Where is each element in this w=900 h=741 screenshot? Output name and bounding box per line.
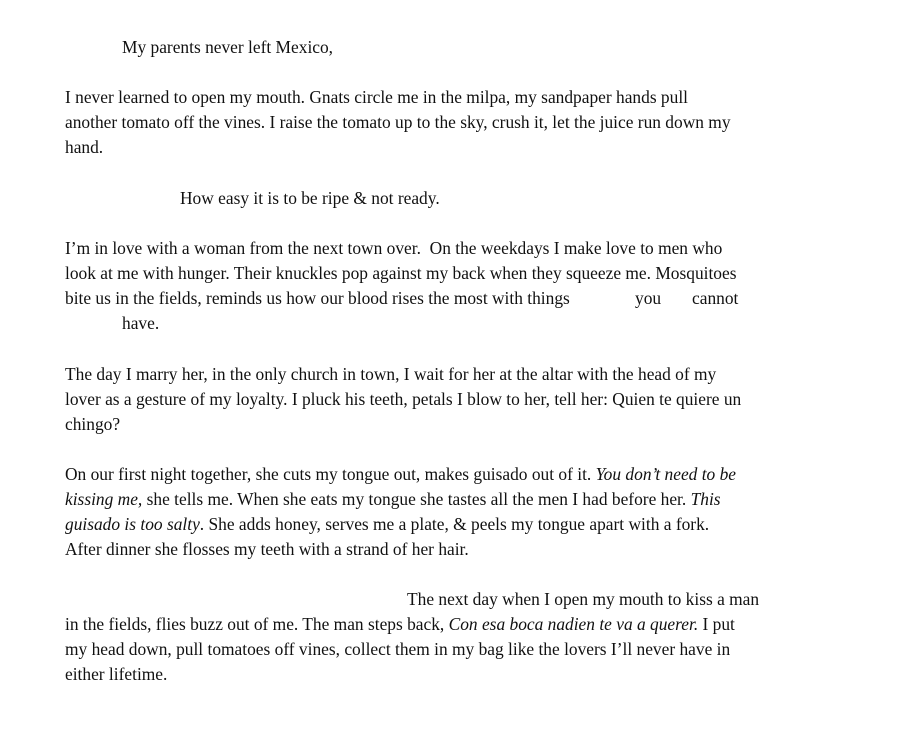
stanza1-line3: hand. [65, 137, 104, 157]
stanza5-line2-plain2: I put [698, 614, 735, 634]
stanza2-word-you: you [635, 288, 662, 308]
stanza3-line3: chingo? [65, 414, 121, 434]
stanza2-line1: I’m in love with a woman from the next town over. On the weekdays I make love to men who [65, 238, 723, 258]
opening-line: My parents never left Mexico, [122, 37, 334, 57]
refrain-line: How easy it is to be ripe & not ready. [180, 188, 440, 208]
stanza5-line2-italic: Con esa boca nadien te va a querer. [448, 614, 699, 634]
stanza5-line1: The next day when I open my mouth to kiss a man [407, 589, 760, 609]
stanza1-line2: another tomato off the vines. I raise the tomato up to the sky, crush it, let the juice run down my [65, 112, 731, 132]
stanza4-line1-italic: You don’t need to be [595, 464, 737, 484]
stanza2-line3: bite us in the fields, reminds us how our blood rises the most with things [65, 288, 570, 308]
stanza2-word-cannot: cannot [692, 288, 739, 308]
stanza4-line3 [65, 512, 709, 537]
stanza4-line4: After dinner she flosses my teeth with a strand of her hair. [65, 539, 469, 559]
stanza4-line2-italic: kissing me, [65, 489, 143, 509]
stanza2-word-have: have. [122, 313, 160, 333]
stanza5-line2 [65, 612, 735, 637]
stanza4-line2-italic2: This [690, 489, 721, 509]
stanza3-line1: The day I marry her, in the only church in town, I wait for her at the altar with the head of my [65, 364, 717, 384]
stanza5-line4: either lifetime. [65, 664, 168, 684]
stanza4-line2 [65, 487, 721, 512]
stanza5-line3: my head down, pull tomatoes off vines, collect them in my bag like the lovers I’ll never have in [65, 639, 731, 659]
stanza3-line2: lover as a gesture of my loyalty. I pluck his teeth, petals I blow to her, tell her: Quien te quiere un [65, 389, 742, 409]
stanza5-line2-plain: in the fields, flies buzz out of me. The man steps back, [65, 614, 449, 634]
stanza4-line1-plain: On our first night together, she cuts my tongue out, makes guisado out of it. [65, 464, 596, 484]
stanza1-line1: I never learned to open my mouth. Gnats circle me in the milpa, my sandpaper hands pull [65, 87, 688, 107]
stanza4-line3-plain: . She adds honey, serves me a plate, & peels my tongue apart with a fork. [199, 514, 710, 534]
stanza4-line3-italic: guisado is too salty [65, 514, 200, 534]
stanza4-line1 [65, 462, 736, 487]
stanza2-line2: look at me with hunger. Their knuckles pop against my back when they squeeze me. Mosquitoes [65, 263, 737, 283]
stanza4-line2-plain: she tells me. When she eats my tongue she tastes all the men I had before her. [142, 489, 691, 509]
